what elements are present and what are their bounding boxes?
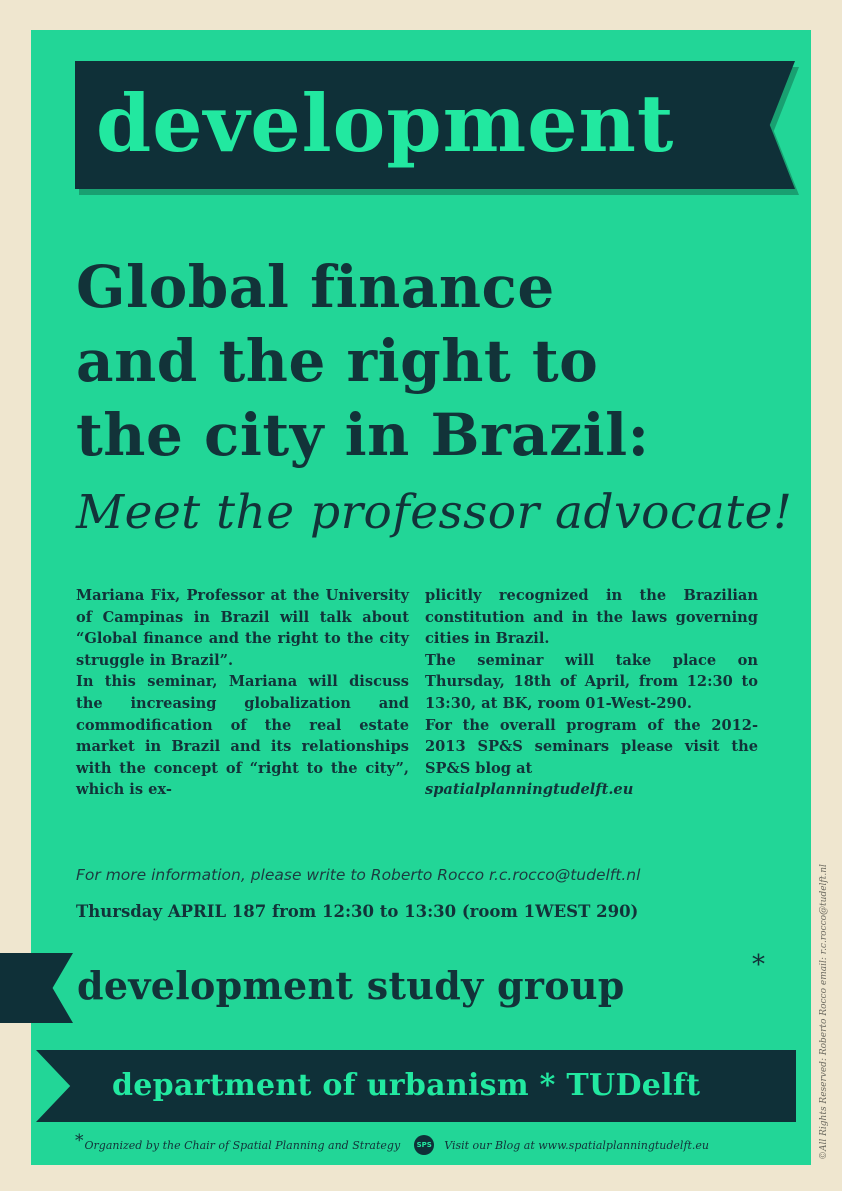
blog-note[interactable]: Visit our Blog at www.spatialplanningtudelft.eu <box>444 1138 710 1152</box>
date-line: Thursday APRIL 187 from 12:30 to 13:30 (room 1WEST 290) <box>76 902 639 921</box>
body-column-1 <box>76 585 409 847</box>
study-group-label: development study group <box>77 963 625 1008</box>
footer <box>75 1131 795 1156</box>
headline-line-3: the city in Brazil: <box>76 401 650 469</box>
body-paragraph: Mariana Fix, Professor at the University of Campinas in Brazil will talk about “Global finance and the right to the city struggle in Brazil”. <box>76 587 409 669</box>
copyright-note: ©All Rights Reserved: Roberto Rocco email: r.c.rocco@tudelft.nl <box>819 864 829 1160</box>
headline <box>76 250 796 472</box>
body-paragraph: The seminar will take place on Thursday, 18th of April, from 12:30 to 13:30, at BK, room 01-West-290. <box>425 651 758 712</box>
body-columns <box>76 585 758 847</box>
organized-by: Organized by the Chair of Spatial Planning and Strategy <box>84 1138 401 1152</box>
body-paragraph: For the overall program of the 2012-2013 SP&S seminars please visit the SP&S blog at <box>425 716 758 777</box>
body-column-2 <box>425 585 758 847</box>
sps-logo-icon: SPS <box>414 1135 434 1155</box>
headline-line-1: Global finance <box>76 253 555 321</box>
subtitle: Meet the professor advocate! <box>76 485 793 540</box>
study-group-asterisk: * <box>752 950 765 980</box>
department-label: department of urbanism * TUDelft <box>112 1068 701 1103</box>
body-paragraph: In this seminar, Mariana will discuss the increasing globalization and commodification of the real estate market in Brazil and its relationships with the concept of “right to the city”, which is ex- <box>76 673 409 799</box>
headline-line-2: and the right to <box>76 327 599 395</box>
blog-link[interactable]: spatialplanningtudelft.eu <box>425 781 634 799</box>
body-paragraph: plicitly recognized in the Brazilian constitution and in the laws governing cities in Brazil. <box>425 587 758 648</box>
contact-info: For more information, please write to Roberto Rocco r.c.rocco@tudelft.nl <box>76 866 641 884</box>
footer-asterisk: * <box>75 1131 84 1151</box>
header-word: development <box>96 77 675 170</box>
